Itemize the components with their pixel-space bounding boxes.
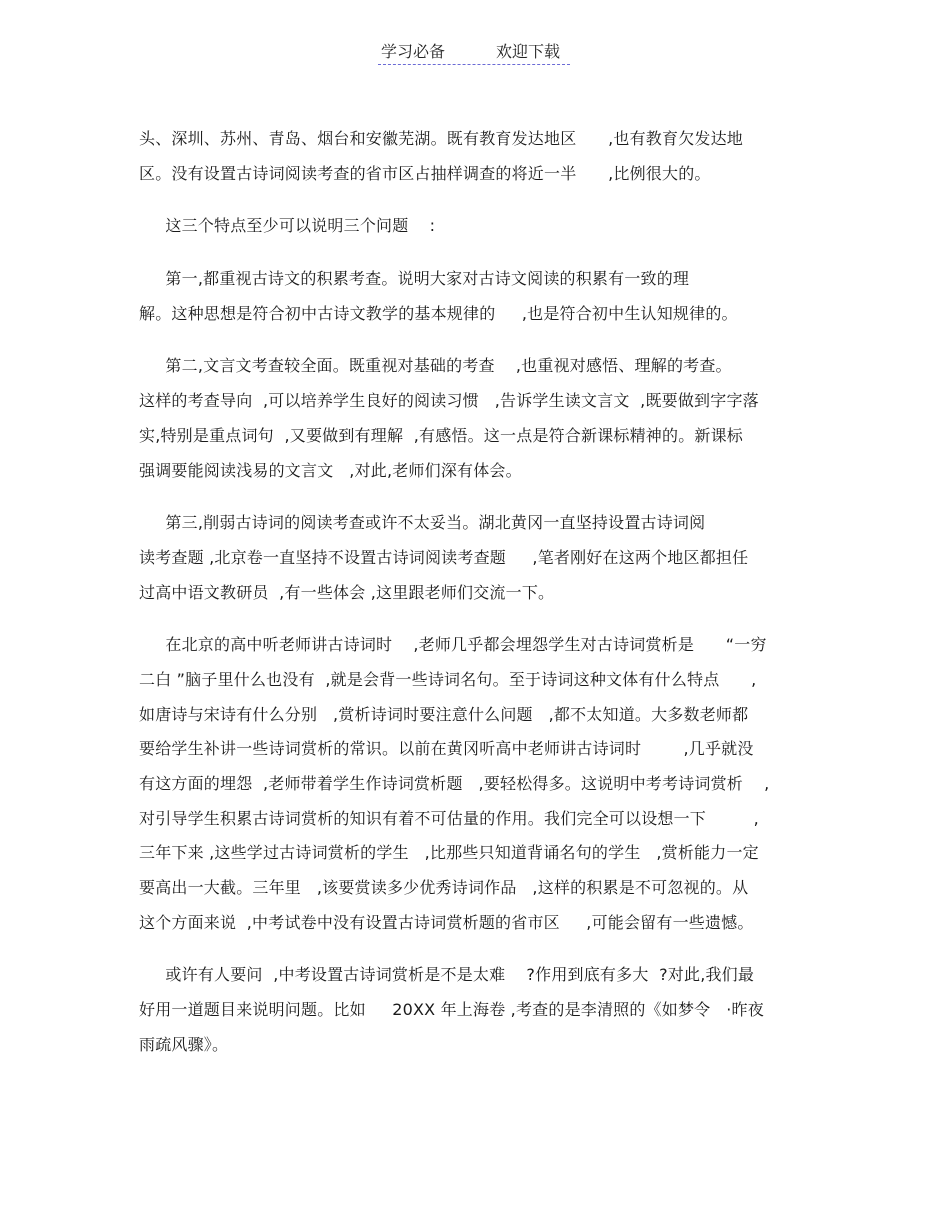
text-line: 第三,削弱古诗词的阅读考查或许不太妥当。湖北黄冈一直坚持设置古诗词阅 bbox=[139, 513, 706, 533]
paragraph bbox=[139, 958, 819, 1062]
header-left-text: 学习必备 bbox=[381, 42, 446, 61]
paragraph bbox=[139, 628, 819, 940]
text-line: 在北京的高中听老师讲古诗词时 ,老师几乎都会埋怨学生对古诗词赏析是 “一穷 bbox=[139, 635, 767, 655]
text-line: 解。这种思想是符合初中古诗文教学的基本规律的 ,也是符合初中生认知规律的。 bbox=[139, 303, 738, 323]
text-line: 强调要能阅读浅易的文言文 ,对此,老师们深有体会。 bbox=[139, 460, 522, 480]
page-header bbox=[378, 40, 570, 65]
text-line: 这样的考查导向 ,可以培养学生良好的阅读习惯 ,告诉学生读文言文 ,既要做到字字落 bbox=[139, 391, 759, 411]
text-line: 对引导学生积累古诗词赏析的知识有着不可估量的作用。我们完全可以设想一下 , bbox=[139, 808, 759, 828]
text-line: 这个方面来说 ,中考试卷中没有设置古诗词赏析题的省市区 ,可能会留有一些遗憾。 bbox=[139, 912, 754, 932]
text-line: 这三个特点至少可以说明三个问题 : bbox=[139, 216, 436, 236]
text-line: 要给学生补讲一些诗词赏析的常识。以前在黄冈听高中老师讲古诗词时 ,几乎就没 bbox=[139, 739, 754, 759]
text-line: 第一,都重视古诗文的积累考查。说明大家对古诗文阅读的积累有一致的理 bbox=[139, 269, 690, 289]
text-line: 要高出一大截。三年里 ,该要赏读多少优秀诗词作品 ,这样的积累是不可忽视的。从 bbox=[139, 878, 749, 898]
text-line: 第二,文言文考查较全面。既重视对基础的考查 ,也重视对感悟、理解的考查。 bbox=[139, 356, 732, 376]
text-line: 区。没有设置古诗词阅读考查的省市区占抽样调查的将近一半 ,比例很大的。 bbox=[139, 163, 711, 183]
text-line: 头、深圳、苏州、青岛、烟台和安徽芜湖。既有教育发达地区 ,也有教育欠发达地 bbox=[139, 129, 744, 148]
text-line: 如唐诗与宋诗有什么分别 ,赏析诗词时要注意什么问题 ,都不太知道。大多数老师都 bbox=[139, 704, 749, 724]
paragraph bbox=[139, 209, 819, 244]
paragraph bbox=[139, 122, 819, 191]
text-line: 雨疏风骤》。 bbox=[139, 1034, 229, 1054]
text-line: 实,特别是重点词句 ,又要做到有理解 ,有感悟。这一点是符合新课标精神的。新课标 bbox=[139, 425, 744, 445]
paragraph bbox=[139, 506, 819, 610]
paragraph bbox=[139, 349, 819, 488]
text-line: 或许有人要问 ,中考设置古诗词赏析是不是太难 ?作用到底有多大 ?对此,我们最 bbox=[139, 965, 755, 985]
text-line: 三年下来 ,这些学过古诗词赏析的学生 ,比那些只知道背诵名句的学生 ,赏析能力一定 bbox=[139, 843, 759, 863]
text-line: 二白 ”脑子里什么也没有 ,就是会背一些诗词名句。至于诗词这种文体有什么特点 , bbox=[139, 669, 757, 689]
text-line: 好用一道题目来说明问题。比如 20XX 年上海卷 ,考查的是李清照的《如梦令 ·昨夜 bbox=[139, 1000, 764, 1020]
document-body bbox=[139, 122, 819, 1081]
text-line: 过高中语文教研员 ,有一些体会 ,这里跟老师们交流一下。 bbox=[139, 582, 555, 602]
paragraph bbox=[139, 262, 819, 331]
header-right-text: 欢迎下载 bbox=[496, 42, 561, 61]
text-line: 有这方面的埋怨 ,老师带着学生作诗词赏析题 ,要轻松得多。这说明中考考诗词赏析 , bbox=[139, 774, 770, 793]
text-line: 读考查题 ,北京卷一直坚持不设置古诗词阅读考查题 ,笔者刚好在这两个地区都担任 bbox=[139, 547, 749, 567]
